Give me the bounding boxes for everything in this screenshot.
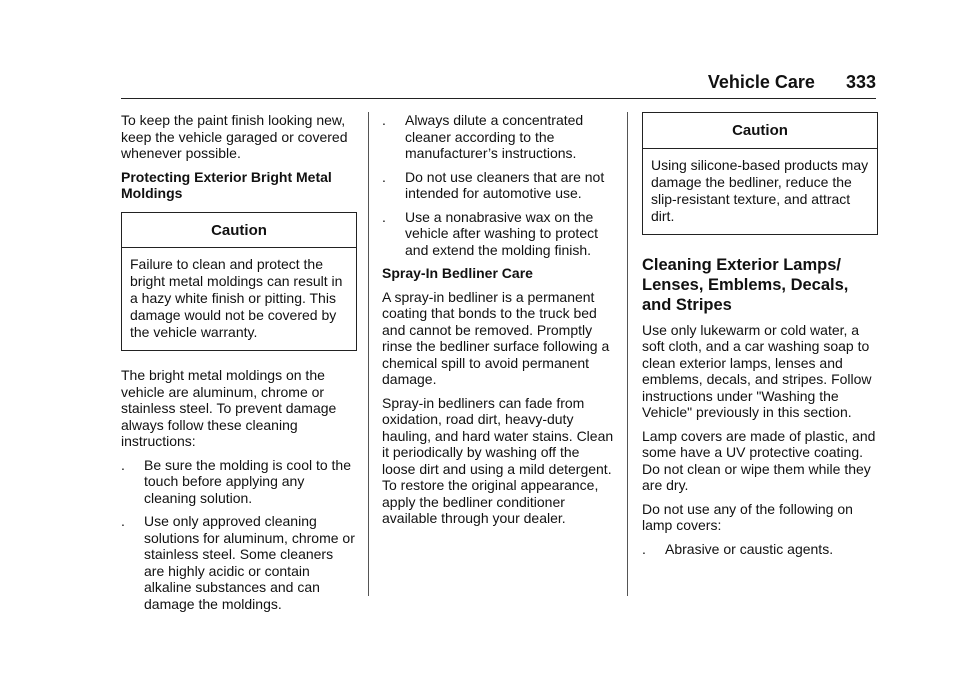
list-item <box>382 209 614 259</box>
list-item-text: Always dilute a concentrated cleaner according to the manufacturer’s instructions. <box>405 112 584 161</box>
caution-box <box>121 212 357 352</box>
paragraph: To keep the paint finish looking new, keep the vehicle garaged or covered whenever possible. <box>121 112 348 161</box>
page-number: 333 <box>845 72 876 92</box>
list-item-text: Abrasive or caustic agents. <box>665 540 834 557</box>
column-divider <box>368 112 369 596</box>
bullet-marker: . <box>121 456 125 473</box>
paragraph: A spray-in bedliner is a permanent coating that bonds to the truck bed and cannot be removed. Promptly rinse the bedliner surface following a chemical spill to avoid permanent damage. <box>382 288 610 387</box>
page-title: Vehicle Care <box>707 72 815 92</box>
list-item-text: Be sure the molding is cool to the touch before applying any cleaning solution. <box>144 456 352 506</box>
list-item-text: Use only approved cleaning solutions for aluminum, chrome or stainless steel. Some cleaners are highly acidic or contain alkaline substances and can damage the moldings. <box>144 513 355 612</box>
list-item <box>121 513 357 612</box>
list-item <box>121 457 357 507</box>
list-item-text: Do not use cleaners that are not intended for automotive use. <box>405 168 605 201</box>
column-divider <box>627 112 628 596</box>
bullet-marker: . <box>121 513 125 529</box>
caution-body: Failure to clean and protect the bright metal moldings can result in a hazy white finish or pitting. This damage would not be covered by the vehicle warranty. <box>130 256 343 340</box>
column-2 <box>382 112 614 534</box>
list-item-text: Use a nonabrasive wax on the vehicle after washing to protect and extend the molding finish. <box>405 208 598 258</box>
paragraph: Do not use any of the following on lamp covers: <box>642 500 853 533</box>
bullet-marker: . <box>642 540 646 557</box>
paragraph: Use only lukewarm or cold water, a soft cloth, and a car washing soap to clean exterior lamps, lenses and emblems, decals, and stripes. Follow instructions under "Washing the Vehicle" previously in this section. <box>642 321 872 420</box>
caution-title: Caution <box>122 213 356 249</box>
list-item <box>382 112 614 162</box>
caution-box <box>642 112 878 235</box>
caution-body: Using silicone-based products may damage the bedliner, reduce the slip-resistant texture, and attract dirt. <box>651 156 869 224</box>
bullet-marker: . <box>382 208 386 225</box>
section-heading: Spray-In Bedliner Care <box>382 265 533 281</box>
header-rule <box>121 98 876 99</box>
page-header <box>708 72 876 93</box>
list-item <box>382 169 614 202</box>
bullet-marker: . <box>382 112 386 128</box>
paragraph: The bright metal moldings on the vehicle are aluminum, chrome or stainless steel. To prevent damage always follow these cleaning instructions: <box>121 367 337 449</box>
caution-title: Caution <box>643 113 877 149</box>
list-item <box>642 541 878 558</box>
paragraph: Spray-in bedliners can fade from oxidation, road dirt, heavy-duty hauling, and hard water stains. Clean it periodically by washing off the loose dirt and using a mild detergent. To restore the original appearance, apply the bedliner conditioner available through your dealer. <box>382 394 614 526</box>
section-heading: Cleaning Exterior Lamps/ Lenses, Emblems, Decals, and Stripes <box>642 255 849 314</box>
bullet-marker: . <box>382 168 386 185</box>
paragraph: Lamp covers are made of plastic, and some have a UV protective coating. Do not clean or wipe them while they are dry. <box>642 427 876 493</box>
column-3 <box>642 112 878 564</box>
section-heading: Protecting Exterior Bright Metal Moldings <box>121 168 332 201</box>
column-1 <box>121 112 357 619</box>
